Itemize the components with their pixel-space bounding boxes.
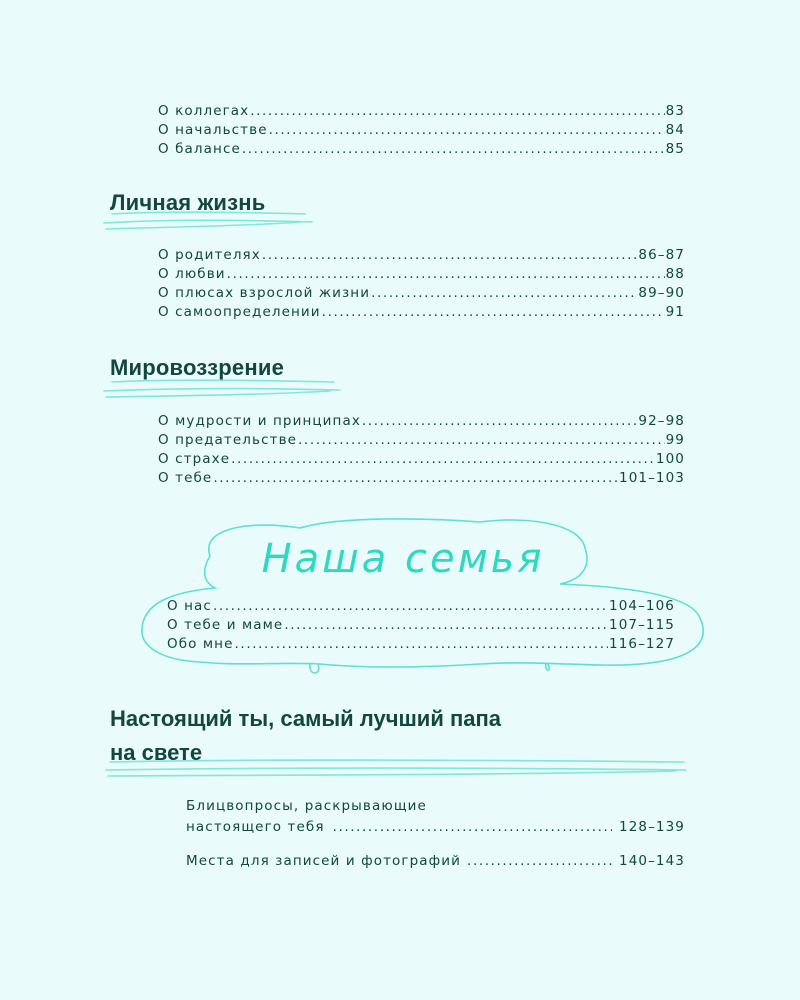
section-title-line: на свете bbox=[110, 740, 203, 765]
toc-entry[interactable]: О нас ..... 104–106 bbox=[167, 598, 675, 617]
section-title-worldview: Мировоззрение bbox=[110, 355, 285, 380]
toc-entry[interactable]: настоящего тебя ..... 128–139 bbox=[186, 819, 685, 838]
family-entries bbox=[167, 598, 675, 655]
section-title-line: Настоящий ты, самый лучший папа bbox=[110, 706, 502, 731]
toc-entry[interactable]: Места для записей и фотографий ..... 140–143 bbox=[186, 853, 685, 872]
section-title-personal: Личная жизнь bbox=[110, 190, 266, 215]
toc-entry[interactable]: Обо мне ..... 116–127 bbox=[167, 636, 675, 655]
toc-entry[interactable]: О страхе ..... 100 bbox=[158, 451, 685, 470]
toc-entry[interactable]: О любви ..... 88 bbox=[158, 266, 685, 285]
worldview-entries bbox=[158, 413, 685, 489]
toc-entry[interactable]: О коллегах ..... 83 bbox=[158, 103, 685, 122]
toc-entry[interactable]: О балансе ..... 85 bbox=[158, 141, 685, 160]
toc-entry[interactable]: О самоопределении ..... 91 bbox=[158, 304, 685, 323]
work-entries bbox=[158, 103, 685, 160]
toc-entry[interactable]: О плюсах взрослой жизни ..... 89–90 bbox=[158, 285, 685, 304]
toc-entry-text: Блицвопросы, раскрывающие bbox=[186, 798, 427, 814]
personal-entries bbox=[158, 247, 685, 323]
section-title-family: Наша семья bbox=[261, 536, 545, 582]
toc-entry[interactable]: О родителях ..... 86–87 bbox=[158, 247, 685, 266]
toc-entry[interactable]: О тебе и маме ..... 107–115 bbox=[167, 617, 675, 636]
section-title-real-you bbox=[110, 702, 670, 770]
toc-entry[interactable]: О предательстве ..... 99 bbox=[158, 432, 685, 451]
real-you-entries bbox=[186, 798, 685, 872]
toc-entry[interactable]: О мудрости и принципах ..... 92–98 bbox=[158, 413, 685, 432]
toc-entry[interactable]: О тебе ..... 101–103 bbox=[158, 470, 685, 489]
toc-entry[interactable]: О начальстве ..... 84 bbox=[158, 122, 685, 141]
